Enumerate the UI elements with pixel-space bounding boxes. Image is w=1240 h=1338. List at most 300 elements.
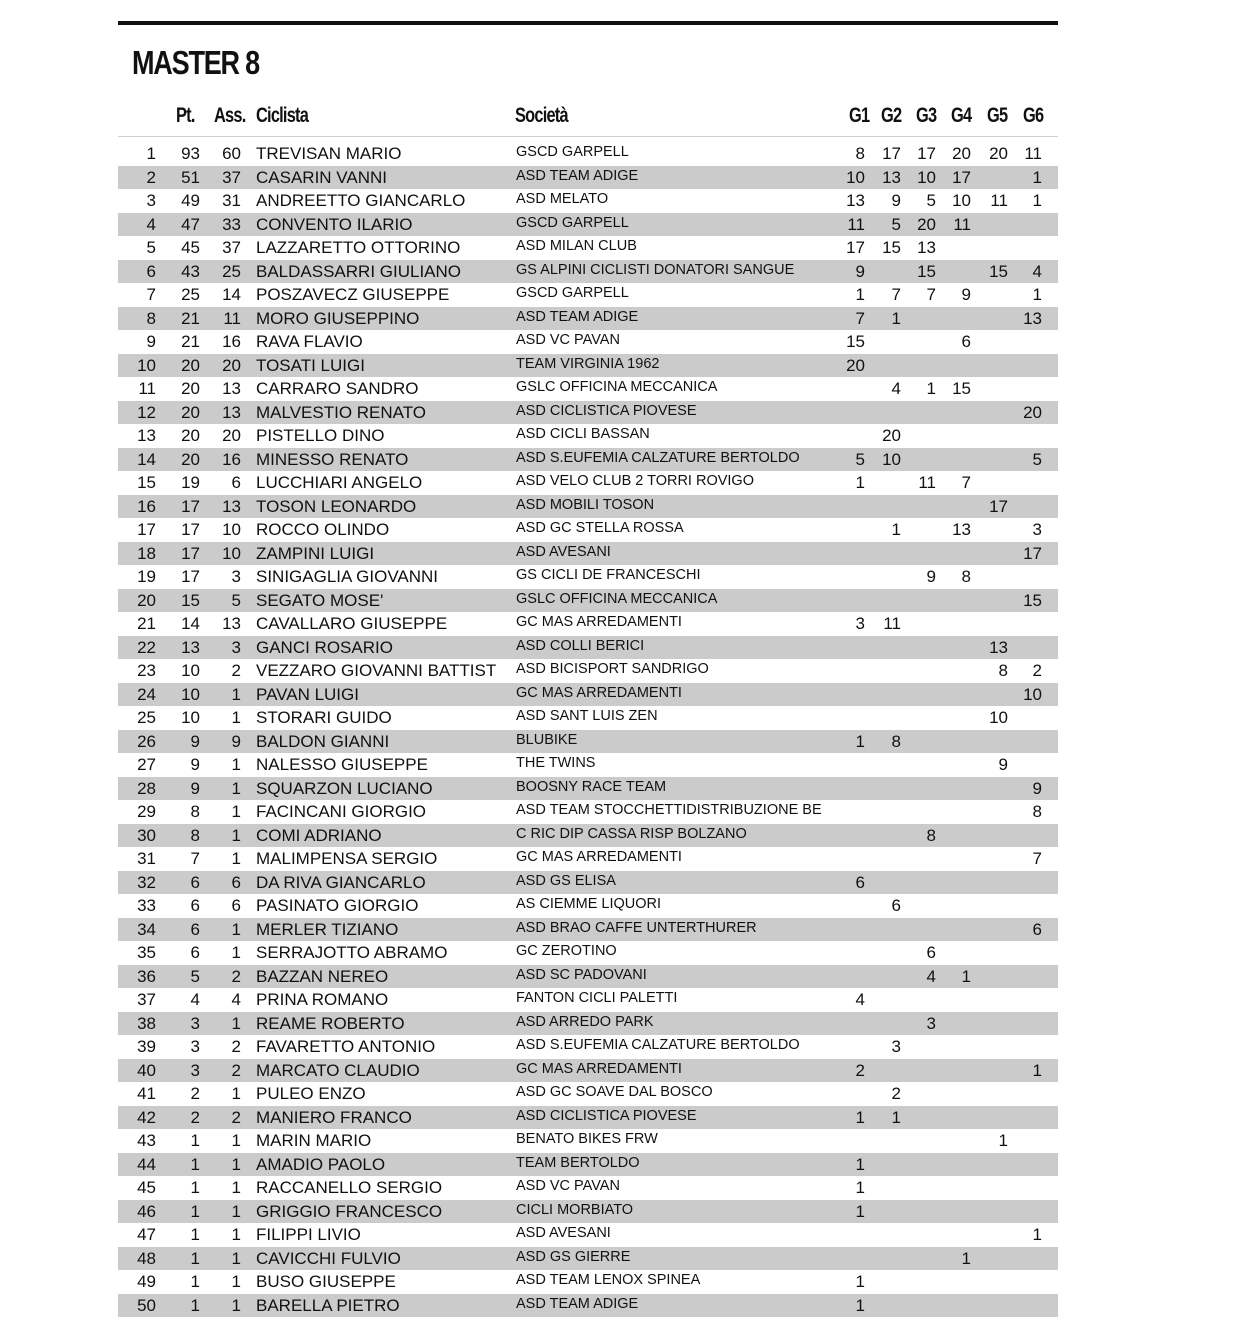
- points-cell: 9: [190, 778, 200, 798]
- cyclist-name-cell: BALDON GIANNI: [256, 731, 390, 751]
- rank-cell: 4: [146, 214, 156, 234]
- cyclist-name-cell: RACCANELLO SERGIO: [256, 1178, 443, 1197]
- team-cell: ASD S.EUFEMIA CALZATURE BERTOLDO: [516, 1037, 800, 1053]
- table-row: [118, 753, 1058, 777]
- rank-cell: 29: [137, 802, 156, 821]
- race-g3-cell: 1: [926, 379, 936, 398]
- ass-cell: 37: [222, 238, 241, 257]
- table-row: [118, 1270, 1058, 1294]
- points-cell: 1: [190, 1225, 200, 1244]
- team-cell: GSCD GARPELL: [516, 144, 629, 160]
- cyclist-name-cell: PISTELLO DINO: [256, 426, 385, 445]
- rank-cell: 32: [137, 872, 156, 892]
- team-cell: CICLI MORBIATO: [516, 1201, 634, 1218]
- team-cell: BOOSNY RACE TEAM: [516, 778, 667, 795]
- table-row: [118, 824, 1058, 848]
- team-cell: GS ALPINI CICLISTI DONATORI SANGUE: [516, 261, 795, 278]
- race-g5-cell: 1: [998, 1131, 1008, 1150]
- cyclist-name-cell: TOSATI LUIGI: [256, 355, 365, 375]
- team-cell: ASD AVESANI: [516, 1225, 611, 1241]
- points-cell: 3: [190, 1037, 200, 1056]
- cyclist-name-cell: SERRAJOTTO ABRAMO: [256, 943, 448, 962]
- table-row: [118, 565, 1058, 589]
- rank-cell: 10: [137, 355, 156, 375]
- table-row: [118, 518, 1058, 542]
- points-cell: 17: [181, 520, 200, 539]
- cyclist-name-cell: MALIMPENSA SERGIO: [256, 849, 438, 868]
- race-g2-cell: 1: [891, 1107, 901, 1127]
- cyclist-name-cell: NALESSO GIUSEPPE: [256, 755, 428, 774]
- team-cell: ASD SC PADOVANI: [516, 966, 647, 983]
- race-g6-cell: 1: [1032, 1225, 1042, 1244]
- points-cell: 10: [181, 661, 200, 680]
- team-cell: TEAM VIRGINIA 1962: [516, 355, 660, 372]
- race-g1-cell: 1: [855, 731, 865, 751]
- table-row: [118, 1153, 1058, 1177]
- team-cell: ASD TEAM STOCCHETTIDISTRIBUZIONE BE: [516, 802, 822, 818]
- rank-cell: 34: [137, 919, 156, 939]
- rank-cell: 45: [137, 1178, 156, 1197]
- ass-cell: 13: [222, 379, 241, 398]
- table-row: [118, 236, 1058, 260]
- cyclist-name-cell: DA RIVA GIANCARLO: [256, 872, 426, 892]
- header-g6: G6: [1023, 104, 1044, 127]
- team-cell: ASD TEAM ADIGE: [516, 1295, 639, 1312]
- team-cell: ASD TEAM ADIGE: [516, 308, 639, 325]
- race-g6-cell: 17: [1023, 543, 1042, 563]
- table-row: [118, 777, 1058, 801]
- rank-cell: 46: [137, 1201, 156, 1221]
- ass-cell: 1: [231, 825, 241, 845]
- team-cell: GSCD GARPELL: [516, 214, 629, 231]
- table-row: [118, 542, 1058, 566]
- rank-cell: 5: [146, 238, 156, 257]
- table-row: [118, 1247, 1058, 1271]
- cyclist-name-cell: TOSON LEONARDO: [256, 496, 417, 516]
- team-cell: GSCD GARPELL: [516, 285, 629, 301]
- table-row: [118, 800, 1058, 824]
- table-row: [118, 401, 1058, 425]
- cyclist-name-cell: PULEO ENZO: [256, 1084, 366, 1103]
- race-g4-cell: 6: [961, 332, 971, 351]
- race-g6-cell: 13: [1023, 308, 1042, 328]
- team-cell: ASD CICLI BASSAN: [516, 426, 650, 442]
- table-row: [118, 471, 1058, 495]
- race-g1-cell: 13: [846, 191, 865, 210]
- cyclist-name-cell: PAVAN LUIGI: [256, 684, 359, 704]
- cyclist-name-cell: AMADIO PAOLO: [256, 1154, 386, 1174]
- table-row: [118, 1059, 1058, 1083]
- points-cell: 20: [181, 355, 200, 375]
- table-row: [118, 1223, 1058, 1247]
- points-cell: 4: [190, 990, 200, 1009]
- race-g5-cell: 17: [989, 496, 1008, 516]
- ass-cell: 1: [231, 849, 241, 868]
- ass-cell: 37: [222, 167, 241, 187]
- race-g2-cell: 7: [891, 285, 901, 304]
- race-g5-cell: 20: [989, 144, 1008, 163]
- cyclist-name-cell: POSZAVECZ GIUSEPPE: [256, 285, 450, 304]
- team-cell: ASD VELO CLUB 2 TORRI ROVIGO: [516, 473, 754, 489]
- table-row: [118, 166, 1058, 190]
- table-row: [118, 894, 1058, 918]
- race-g3-cell: 13: [917, 238, 936, 257]
- race-g6-cell: 9: [1032, 778, 1042, 798]
- points-cell: 1: [190, 1248, 200, 1268]
- race-g2-cell: 20: [882, 426, 901, 445]
- race-g1-cell: 10: [846, 167, 865, 187]
- team-cell: ASD COLLI BERICI: [516, 637, 645, 654]
- race-g1-cell: 1: [855, 1272, 865, 1291]
- race-g5-cell: 15: [989, 261, 1008, 281]
- ass-cell: 13: [222, 614, 241, 633]
- rank-cell: 7: [146, 285, 156, 304]
- rank-cell: 6: [146, 261, 156, 281]
- rank-cell: 37: [137, 990, 156, 1009]
- rank-cell: 39: [137, 1037, 156, 1056]
- ass-cell: 14: [222, 285, 241, 304]
- table-row: [118, 1294, 1058, 1318]
- ass-cell: 1: [231, 1248, 241, 1268]
- ass-cell: 20: [222, 426, 241, 445]
- cyclist-name-cell: REAME ROBERTO: [256, 1013, 405, 1033]
- race-g1-cell: 1: [855, 1107, 865, 1127]
- points-cell: 20: [181, 379, 200, 398]
- team-cell: GC ZEROTINO: [516, 943, 617, 959]
- race-g5-cell: 10: [989, 708, 1008, 727]
- table-row: [118, 847, 1058, 871]
- header-societa: Società: [515, 104, 568, 127]
- race-g6-cell: 5: [1032, 449, 1042, 469]
- race-g1-cell: 20: [846, 355, 865, 375]
- race-g4-cell: 10: [952, 191, 971, 210]
- cyclist-name-cell: BARELLA PIETRO: [256, 1295, 400, 1315]
- points-cell: 49: [181, 191, 200, 210]
- cyclist-name-cell: FAVARETTO ANTONIO: [256, 1037, 436, 1056]
- rank-cell: 24: [137, 684, 156, 704]
- team-cell: ASD VC PAVAN: [516, 332, 620, 348]
- ass-cell: 13: [222, 496, 241, 516]
- rank-cell: 14: [137, 449, 156, 469]
- race-g4-cell: 1: [961, 966, 971, 986]
- race-g1-cell: 1: [855, 1295, 865, 1315]
- table-row: [118, 260, 1058, 284]
- points-cell: 1: [190, 1178, 200, 1197]
- race-g1-cell: 1: [855, 473, 865, 492]
- team-cell: BENATO BIKES FRW: [516, 1131, 658, 1147]
- ass-cell: 1: [231, 684, 241, 704]
- table-row: [118, 377, 1058, 401]
- table-row: [118, 706, 1058, 730]
- rank-cell: 15: [137, 473, 156, 492]
- points-cell: 20: [181, 402, 200, 422]
- ass-cell: 4: [231, 990, 241, 1009]
- ass-cell: 1: [231, 943, 241, 962]
- cyclist-name-cell: BALDASSARRI GIULIANO: [256, 261, 462, 281]
- header-divider: [118, 136, 1058, 137]
- race-g2-cell: 15: [882, 238, 901, 257]
- rank-cell: 48: [137, 1248, 156, 1268]
- cyclist-name-cell: ROCCO OLINDO: [256, 520, 390, 539]
- rank-cell: 47: [137, 1225, 156, 1244]
- ass-cell: 1: [231, 1013, 241, 1033]
- ass-cell: 10: [222, 543, 241, 563]
- rank-cell: 38: [137, 1013, 156, 1033]
- cyclist-name-cell: GANCI ROSARIO: [256, 637, 393, 657]
- cyclist-name-cell: MINESSO RENATO: [256, 449, 409, 469]
- race-g2-cell: 3: [891, 1037, 901, 1056]
- race-g6-cell: 15: [1023, 590, 1042, 610]
- points-cell: 43: [181, 261, 200, 281]
- race-g6-cell: 20: [1023, 402, 1042, 422]
- rank-cell: 1: [146, 144, 156, 163]
- team-cell: ASD GC SOAVE DAL BOSCO: [516, 1084, 713, 1100]
- race-g6-cell: 6: [1032, 919, 1042, 939]
- table-row: [118, 448, 1058, 472]
- points-cell: 2: [190, 1107, 200, 1127]
- points-cell: 45: [181, 238, 200, 257]
- cyclist-name-cell: CAVICCHI FULVIO: [256, 1248, 401, 1268]
- points-cell: 6: [190, 919, 200, 939]
- ass-cell: 13: [222, 402, 241, 422]
- table-row: [118, 730, 1058, 754]
- rank-cell: 30: [137, 825, 156, 845]
- race-g2-cell: 10: [882, 449, 901, 469]
- cyclist-name-cell: MARCATO CLAUDIO: [256, 1060, 420, 1080]
- race-g4-cell: 11: [953, 214, 971, 234]
- race-g1-cell: 15: [846, 332, 865, 351]
- ass-cell: 16: [222, 332, 241, 351]
- cyclist-name-cell: MANIERO FRANCO: [256, 1107, 412, 1127]
- rank-cell: 18: [137, 543, 156, 563]
- team-cell: ASD CICLISTICA PIOVESE: [516, 1107, 697, 1124]
- points-cell: 6: [190, 943, 200, 962]
- table-row: [118, 283, 1058, 307]
- race-g2-cell: 13: [882, 167, 901, 187]
- ass-cell: 2: [231, 1037, 241, 1056]
- race-g3-cell: 5: [926, 191, 936, 210]
- standings-table: [118, 142, 1058, 1317]
- points-cell: 5: [190, 966, 200, 986]
- points-cell: 2: [190, 1084, 200, 1103]
- points-cell: 25: [181, 285, 200, 304]
- team-cell: FANTON CICLI PALETTI: [516, 990, 678, 1006]
- race-g2-cell: 17: [882, 144, 901, 163]
- team-cell: GSLC OFFICINA MECCANICA: [516, 379, 718, 395]
- table-row: [118, 354, 1058, 378]
- points-cell: 1: [190, 1295, 200, 1315]
- ass-cell: 16: [222, 449, 241, 469]
- ass-cell: 60: [222, 144, 241, 163]
- rank-cell: 12: [137, 402, 156, 422]
- team-cell: GC MAS ARREDAMENTI: [516, 1060, 682, 1077]
- race-g6-cell: 1: [1032, 1060, 1042, 1080]
- race-g6-cell: 7: [1032, 849, 1042, 868]
- ass-cell: 2: [231, 1060, 241, 1080]
- cyclist-name-cell: RAVA FLAVIO: [256, 332, 363, 351]
- points-cell: 19: [181, 473, 200, 492]
- race-g1-cell: 6: [855, 872, 865, 892]
- ass-cell: 5: [231, 590, 241, 610]
- rank-cell: 8: [146, 308, 156, 328]
- points-cell: 51: [181, 167, 200, 187]
- team-cell: ASD GS ELISA: [516, 872, 616, 889]
- table-row: [118, 659, 1058, 683]
- cyclist-name-cell: GRIGGIO FRANCESCO: [256, 1201, 443, 1221]
- race-g6-cell: 10: [1023, 684, 1042, 704]
- team-cell: C RIC DIP CASSA RISP BOLZANO: [516, 825, 747, 842]
- points-cell: 6: [190, 872, 200, 892]
- rank-cell: 28: [137, 778, 156, 798]
- table-row: [118, 213, 1058, 237]
- race-g4-cell: 13: [952, 520, 971, 539]
- points-cell: 20: [181, 449, 200, 469]
- table-row: [118, 1129, 1058, 1153]
- ass-cell: 1: [231, 1201, 241, 1221]
- ass-cell: 20: [222, 355, 241, 375]
- ass-cell: 11: [223, 308, 241, 328]
- header-ciclista: Ciclista: [256, 104, 309, 127]
- race-g4-cell: 20: [952, 144, 971, 163]
- cyclist-name-cell: PASINATO GIORGIO: [256, 896, 419, 915]
- ass-cell: 6: [231, 896, 241, 915]
- cyclist-name-cell: CASARIN VANNI: [256, 167, 387, 187]
- cyclist-name-cell: LUCCHIARI ANGELO: [256, 473, 423, 492]
- points-cell: 10: [181, 684, 200, 704]
- points-cell: 1: [190, 1201, 200, 1221]
- race-g1-cell: 7: [855, 308, 865, 328]
- race-g5-cell: 11: [990, 191, 1008, 210]
- team-cell: GS CICLI DE FRANCESCHI: [516, 567, 701, 583]
- cyclist-name-cell: MARIN MARIO: [256, 1131, 372, 1150]
- team-cell: ASD MILAN CLUB: [516, 238, 637, 254]
- ass-cell: 10: [222, 520, 241, 539]
- header-g1: G1: [849, 104, 870, 127]
- rank-cell: 20: [137, 590, 156, 610]
- rank-cell: 16: [137, 496, 156, 516]
- race-g3-cell: 4: [926, 966, 936, 986]
- race-g2-cell: 11: [883, 614, 901, 633]
- team-cell: ASD VC PAVAN: [516, 1178, 620, 1194]
- cyclist-name-cell: MERLER TIZIANO: [256, 919, 399, 939]
- race-g6-cell: 11: [1024, 144, 1042, 163]
- ass-cell: 1: [231, 1131, 241, 1150]
- table-row: [118, 965, 1058, 989]
- header-g5: G5: [987, 104, 1008, 127]
- header-g2: G2: [881, 104, 902, 127]
- table-row: [118, 612, 1058, 636]
- rank-cell: 49: [137, 1272, 156, 1291]
- cyclist-name-cell: LAZZARETTO OTTORINO: [256, 238, 461, 257]
- rank-cell: 19: [137, 567, 156, 586]
- table-row: [118, 871, 1058, 895]
- team-cell: GSLC OFFICINA MECCANICA: [516, 590, 718, 607]
- table-row: [118, 1082, 1058, 1106]
- table-header: [118, 100, 1058, 136]
- race-g6-cell: 1: [1032, 191, 1042, 210]
- team-cell: ASD GC STELLA ROSSA: [516, 520, 684, 536]
- team-cell: ASD BRAO CAFFE UNTERTHURER: [516, 919, 757, 936]
- team-cell: BLUBIKE: [516, 731, 578, 748]
- team-cell: GC MAS ARREDAMENTI: [516, 849, 682, 865]
- rank-cell: 42: [137, 1107, 156, 1127]
- points-cell: 1: [190, 1131, 200, 1150]
- race-g2-cell: 2: [891, 1084, 901, 1103]
- rank-cell: 22: [137, 637, 156, 657]
- race-g2-cell: 8: [891, 731, 901, 751]
- race-g4-cell: 15: [952, 379, 971, 398]
- ass-cell: 1: [231, 755, 241, 774]
- points-cell: 7: [190, 849, 200, 868]
- ass-cell: 33: [222, 214, 241, 234]
- points-cell: 3: [190, 1060, 200, 1080]
- rank-cell: 31: [137, 849, 156, 868]
- ass-cell: 9: [231, 731, 241, 751]
- race-g2-cell: 5: [891, 214, 901, 234]
- cyclist-name-cell: SQUARZON LUCIANO: [256, 778, 433, 798]
- team-cell: ASD MELATO: [516, 191, 609, 207]
- cyclist-name-cell: FILIPPI LIVIO: [256, 1225, 361, 1244]
- ass-cell: 1: [231, 1178, 241, 1197]
- table-row: [118, 636, 1058, 660]
- team-cell: ASD AVESANI: [516, 543, 611, 560]
- ass-cell: 1: [231, 802, 241, 821]
- ass-cell: 25: [222, 261, 241, 281]
- team-cell: TEAM BERTOLDO: [516, 1154, 640, 1171]
- points-cell: 47: [181, 214, 200, 234]
- rank-cell: 40: [137, 1060, 156, 1080]
- rank-cell: 2: [146, 167, 156, 187]
- race-g3-cell: 11: [918, 473, 936, 492]
- rank-cell: 36: [137, 966, 156, 986]
- team-cell: ASD CICLISTICA PIOVESE: [516, 402, 697, 419]
- ass-cell: 1: [231, 1084, 241, 1103]
- team-cell: ASD SANT LUIS ZEN: [516, 708, 658, 724]
- team-cell: ASD GS GIERRE: [516, 1248, 631, 1265]
- table-row: [118, 424, 1058, 448]
- race-g3-cell: 10: [917, 167, 936, 187]
- ass-cell: 1: [231, 1154, 241, 1174]
- ass-cell: 6: [231, 473, 241, 492]
- header-g3: G3: [916, 104, 937, 127]
- rank-cell: 23: [137, 661, 156, 680]
- team-cell: THE TWINS: [516, 755, 596, 771]
- race-g5-cell: 8: [998, 661, 1008, 680]
- race-g1-cell: 4: [855, 990, 865, 1009]
- points-cell: 21: [181, 308, 200, 328]
- cyclist-name-cell: VEZZARO GIOVANNI BATTIST: [256, 661, 497, 680]
- cyclist-name-cell: BUSO GIUSEPPE: [256, 1272, 396, 1291]
- team-cell: ASD TEAM ADIGE: [516, 167, 639, 184]
- points-cell: 1: [190, 1154, 200, 1174]
- points-cell: 6: [190, 896, 200, 915]
- points-cell: 17: [181, 567, 200, 586]
- ass-cell: 1: [231, 1295, 241, 1315]
- race-g4-cell: 1: [961, 1248, 971, 1268]
- race-g1-cell: 8: [855, 144, 865, 163]
- rank-cell: 21: [137, 614, 156, 633]
- team-cell: GC MAS ARREDAMENTI: [516, 614, 682, 630]
- race-g5-cell: 9: [998, 755, 1008, 774]
- rank-cell: 41: [137, 1084, 156, 1103]
- race-g3-cell: 20: [917, 214, 936, 234]
- table-row: [118, 1012, 1058, 1036]
- team-cell: ASD TEAM LENOX SPINEA: [516, 1272, 701, 1288]
- header-pt: Pt.: [176, 104, 195, 127]
- race-g6-cell: 4: [1032, 261, 1042, 281]
- points-cell: 14: [181, 614, 200, 633]
- table-row: [118, 1106, 1058, 1130]
